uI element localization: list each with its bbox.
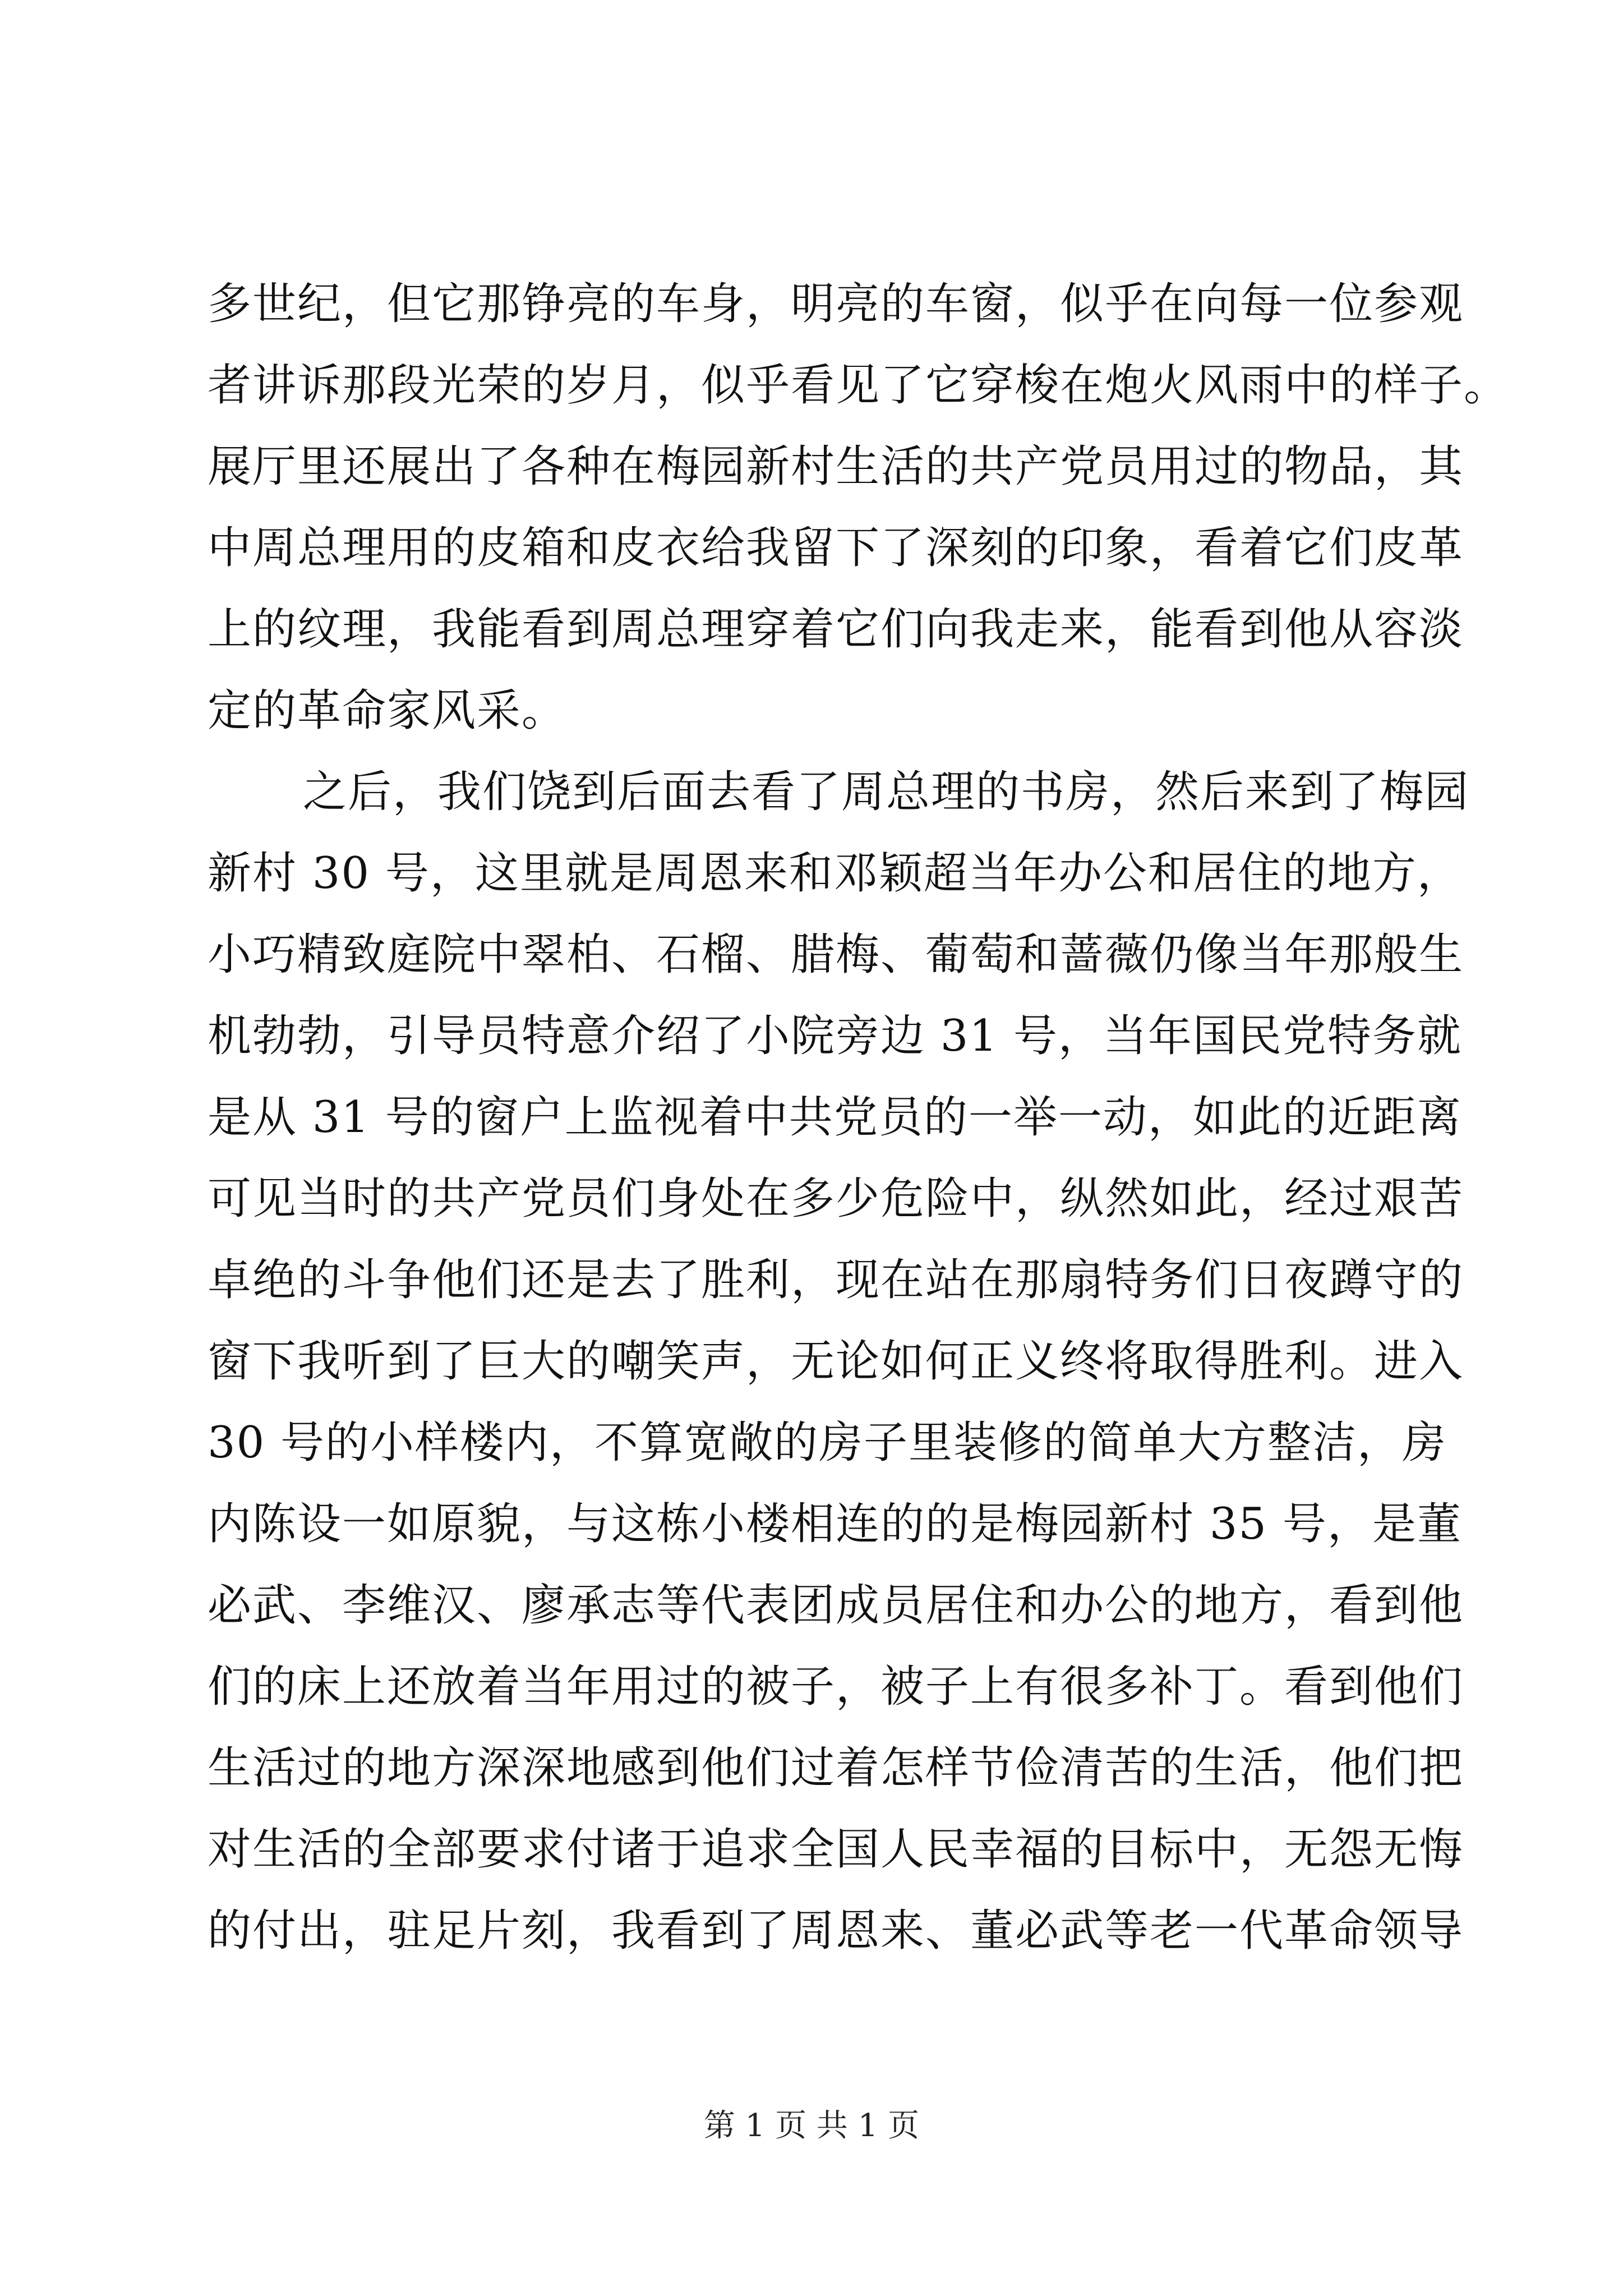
text-line: 必武、李维汉、廖承志等代表团成员居住和办公的地方，看到他 xyxy=(208,1580,1464,1631)
text-line: 生活过的地方深深地感到他们过着怎样节俭清苦的生活，他们把 xyxy=(208,1743,1464,1793)
text-line: 们的床上还放着当年用过的被子，被子上有很多补丁。看到他们 xyxy=(208,1662,1464,1712)
text-line: 对生活的全部要求付诸于追求全国人民幸福的目标中，无怨无悔 xyxy=(208,1824,1464,1875)
text-line: 上的纹理，我能看到周总理穿着它们向我走来，能看到他从容淡 xyxy=(208,604,1464,655)
text-line: 机勃勃，引导员特意介绍了小院旁边 31 号，当年国民党特务就 xyxy=(208,1011,1462,1061)
text-line-paragraph-start: 之后，我们饶到后面去看了周总理的书房，然后来到了梅园 xyxy=(303,767,1470,817)
page-footer xyxy=(0,2101,1623,2146)
text-line: 展厅里还展出了各种在梅园新村生活的共产党员用过的物品，其 xyxy=(208,441,1464,492)
text-line: 卓绝的斗争他们还是去了胜利，现在站在那扇特务们日夜蹲守的 xyxy=(208,1255,1464,1305)
text-line: 小巧精致庭院中翠柏、石榴、腊梅、葡萄和蔷薇仍像当年那般生 xyxy=(208,930,1464,980)
body-text xyxy=(208,264,1509,1972)
text-line: 中周总理用的皮箱和皮衣给我留下了深刻的印象，看着它们皮革 xyxy=(208,523,1464,573)
text-line: 是从 31 号的窗户上监视着中共党员的一举一动，如此的近距离 xyxy=(208,1092,1462,1143)
text-line: 的付出，驻足片刻，我看到了周恩来、董必武等老一代革命领导 xyxy=(208,1906,1464,1956)
text-line: 窗下我听到了巨大的嘲笑声，无论如何正义终将取得胜利。进入 xyxy=(208,1336,1464,1387)
page-number-label: 第 1 页 共 1 页 xyxy=(703,2108,920,2144)
text-line: 定的革命家风采。 xyxy=(208,685,567,736)
text-line: 多世纪，但它那铮亮的车身，明亮的车窗，似乎在向每一位参观 xyxy=(208,279,1464,329)
text-line: 30 号的小样楼内，不算宽敞的房子里装修的简单大方整洁，房 xyxy=(208,1418,1447,1468)
text-line: 可见当时的共产党员们身处在多少危险中，纵然如此，经过艰苦 xyxy=(208,1174,1464,1224)
text-line: 内陈设一如原貌，与这栋小楼相连的的是梅园新村 35 号，是董 xyxy=(208,1499,1462,1549)
text-line: 者讲诉那段光荣的岁月，似乎看见了它穿梭在炮火风雨中的样子。 xyxy=(208,360,1509,411)
text-line: 新村 30 号，这里就是周恩来和邓颖超当年办公和居住的地方， xyxy=(208,848,1462,899)
